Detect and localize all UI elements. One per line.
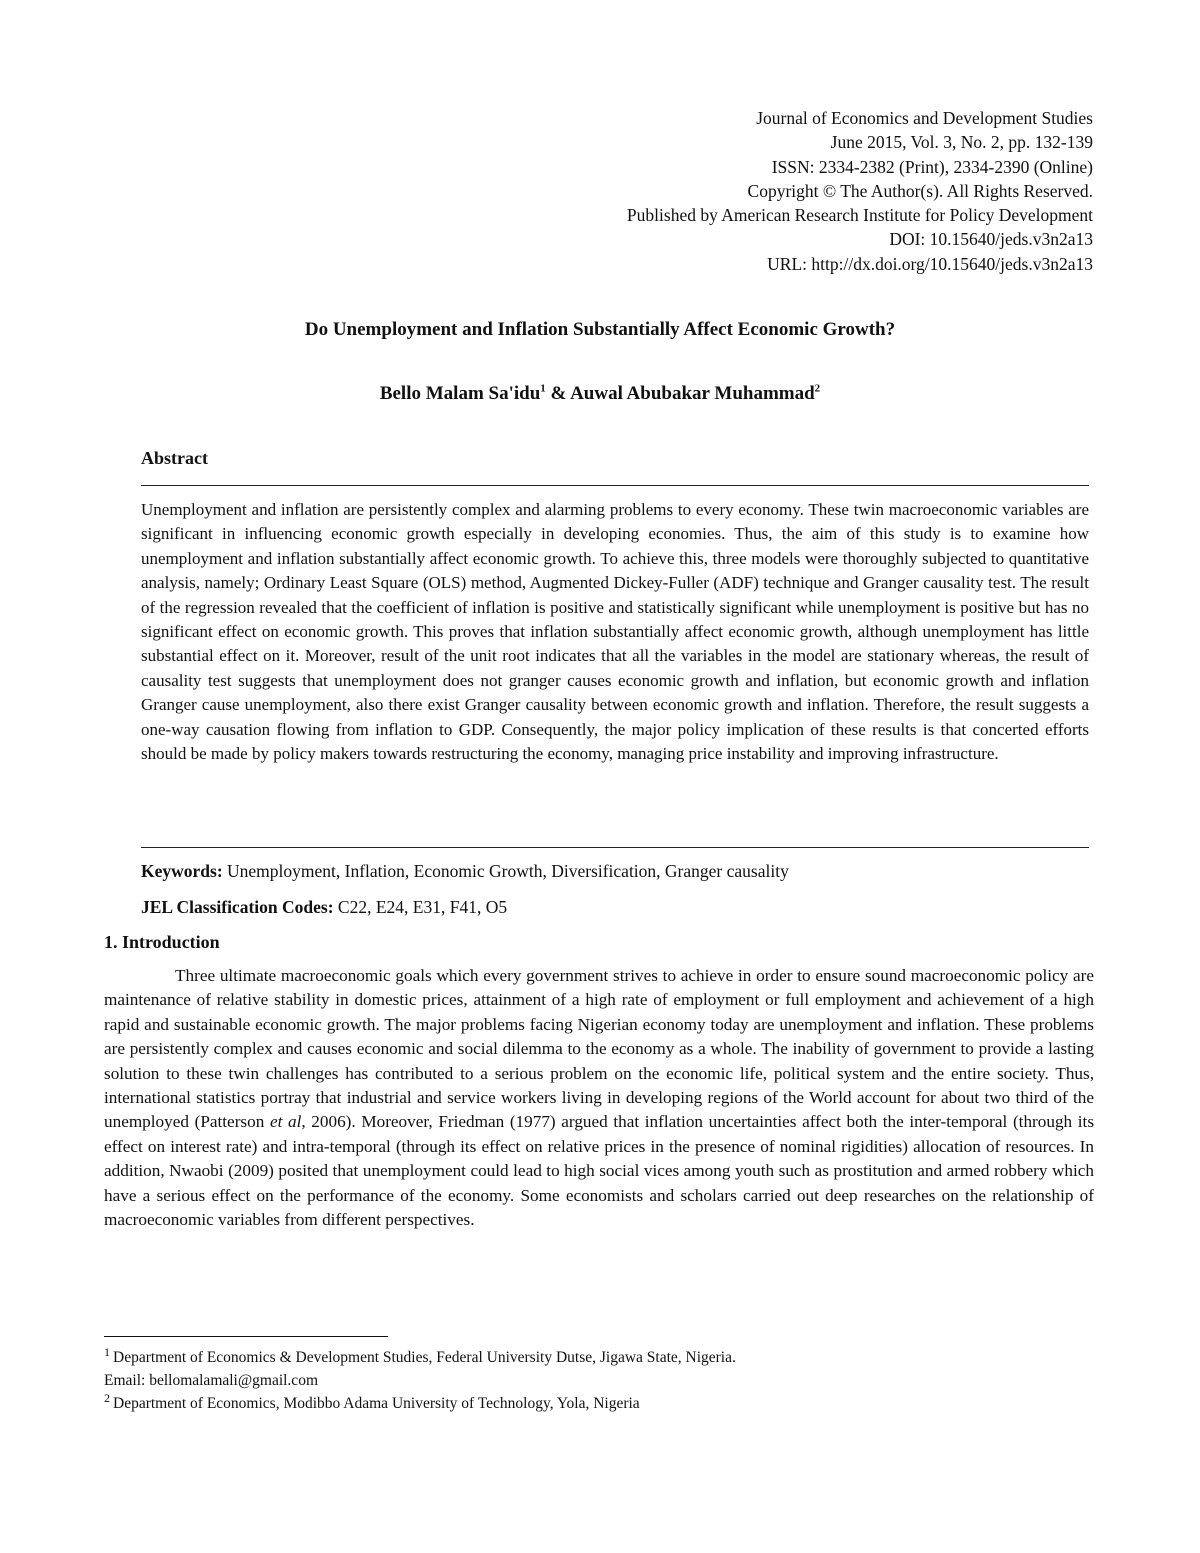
author-separator: & [545,383,571,404]
footnote-2 [104,1392,736,1415]
abstract-heading: Abstract [141,448,208,468]
journal-header [627,106,1093,276]
jel-line [141,897,507,918]
author-1: Bello Malam Sa'idu [379,383,541,404]
journal-name: Journal of Economics and Development Studies [756,108,1093,128]
introduction-paragraph [104,964,1094,1232]
abstract-top-rule [141,485,1089,486]
author-1-footnote-mark: 1 [540,382,546,395]
doi-info: DOI: 10.15640/jeds.v3n2a13 [889,229,1093,250]
paper-title: Do Unemployment and Inflation Substantially Affect Economic Growth? [304,319,896,340]
issn-info: ISSN: 2334-2382 (Print), 2334-2390 (Online) [771,156,1093,177]
introduction-heading: 1. Introduction [104,932,220,952]
keywords-label: Keywords: [141,861,223,881]
footnote-2-mark: 2 [104,1390,110,1405]
keywords-line [141,861,789,882]
keywords-text: Unemployment, Inflation, Economic Growth, Diversification, Granger causality [222,861,789,881]
copyright-info: Copyright © The Author(s). All Rights Reserved. [747,180,1093,201]
issue-info: June 2015, Vol. 3, No. 2, pp. 132-139 [830,132,1093,153]
abstract-bottom-rule [141,847,1089,848]
publisher-info: Published by American Research Institute for Policy Development [626,205,1093,226]
footnote-1-text: Department of Economics & Development Studies, Federal University Dutse, Jigawa State, Nigeria. [113,1349,736,1366]
footnotes [104,1346,736,1415]
author-2: Auwal Abubakar Muhammad [570,383,815,404]
abstract-text: Unemployment and inflation are persistently complex and alarming problems to every economy. These twin macroeconomic variables are significant in influencing economic growth especially in developing economies. Thus, the aim of this study is to examine how unemployment and inflation substantially affect economic growth. To achieve this, three models were thoroughly subjected to quantitative analysis, namely; Ordinary Least Square (OLS) method, Augmented Dickey-Fuller (ADF) technique and Granger causality test. The result of the regression revealed that the coefficient of inflation is positive and statistically significant while unemployment is positive but has no significant effect on economic growth. This proves that inflation substantially affect economic growth, although unemployment has little substantial effect on it. Moreover, result of the unit root indicates that all the variables in the model are stationary whereas, the result of causality test suggests that unemployment does not granger causes economic growth and inflation, but economic growth and inflation Granger cause unemployment, also there exist Granger causality between economic growth and inflation. Therefore, the result suggests a one-way causation flowing from inflation to GDP. Consequently, the major policy implication of these results is that concerted efforts should be made by policy makers towards restructuring the economy, managing price instability and improving infrastructure. [141,500,1089,764]
footnote-separator [104,1336,388,1337]
footnote-2-text: Department of Economics, Modibbo Adama University of Technology, Yola, Nigeria [113,1395,640,1412]
jel-label: JEL Classification Codes: [141,897,334,917]
footnote-1-mark: 1 [104,1344,110,1359]
intro-text-part2: , 2006). Moreover, Friedman (1977) argued that inflation uncertainties affect both the inter-temporal (through its effect on interest rate) and intra-temporal (through its effect on relative prices in the presence of nominal rigidities) allocation of resources. In addition, Nwaobi (2009) posited that unemployment could lead to high social vices among youth such as prostitution and armed robbery which have a serious effect on the performance of the economy. Some economists and scholars carried out deep researches on the relationship of macroeconomic variables from different perspectives. [104,1112,1095,1230]
author-2-footnote-mark: 2 [814,382,821,395]
intro-et-al: et al [269,1112,302,1132]
author-line [0,383,1200,405]
intro-text-part1: Three ultimate macroeconomic goals which every government strives to achieve in order to ensure sound macroeconomic policy are maintenance of relative stability in domestic prices, attainment of a high rate of employment or full employment and achievement of a high rapid and sustainable economic growth. The major problems facing Nigerian economy today are unemployment and inflation. These problems are persistently complex and causes economic and social dilemma to the economy as a whole. The inability of government to provide a lasting solution to these twin challenges has contributed to a serious problem on the economic life, political system and the entire society. Thus, international statistics portray that industrial and service workers living in developing regions of the World account for about two third of the unemployed (Patterson [104,966,1094,1132]
footnote-1-email[interactable]: Email: bellomalamali@gmail.com [104,1372,318,1389]
jel-codes: C22, E24, E31, F41, O5 [333,897,508,917]
url-info[interactable]: URL: http://dx.doi.org/10.15640/jeds.v3n2a13 [767,253,1093,274]
footnote-1 [104,1346,736,1369]
